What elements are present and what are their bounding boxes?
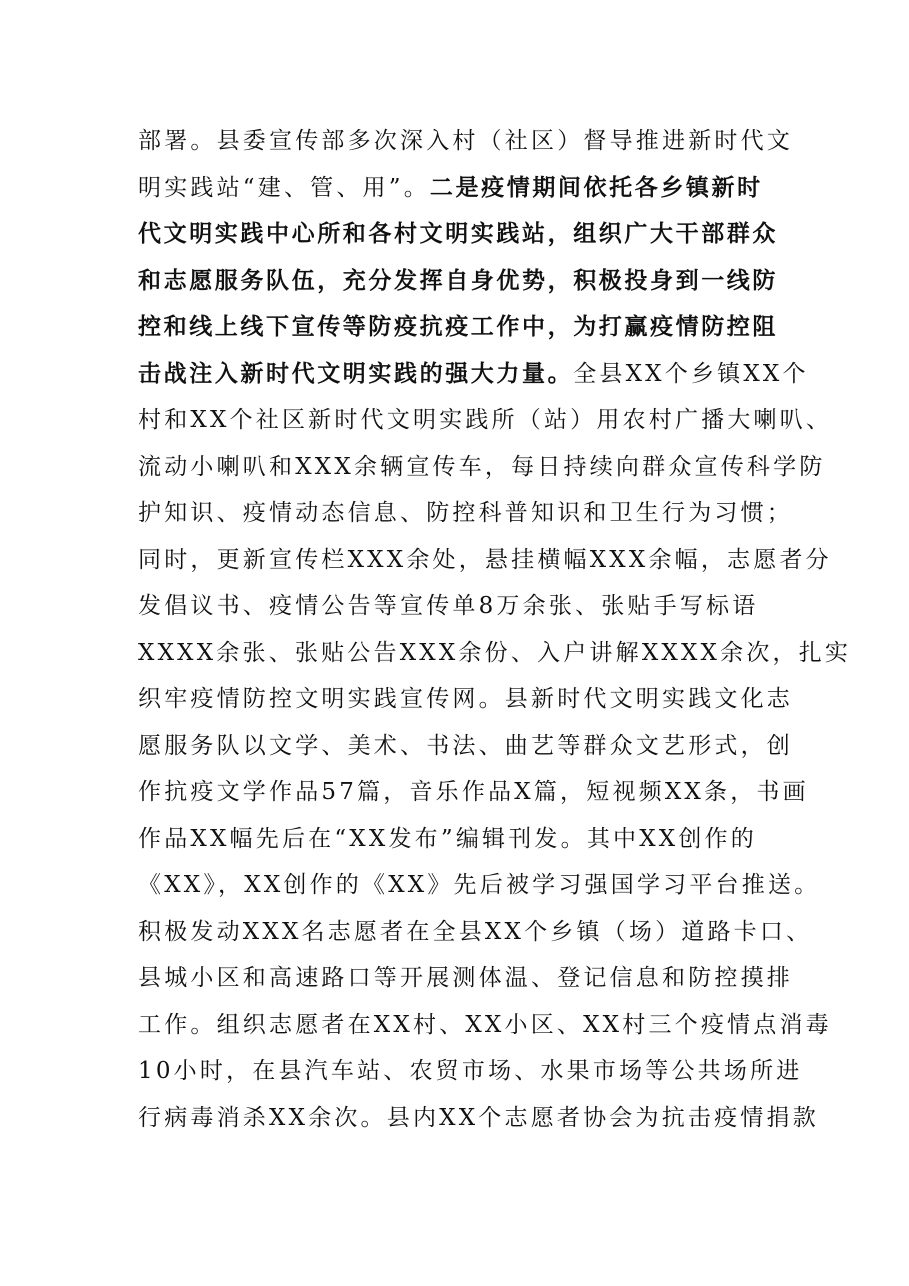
text-line [138, 909, 813, 956]
text-line [138, 444, 826, 491]
text-line [138, 304, 778, 351]
text-line [138, 1095, 819, 1142]
bold-text-run: 和志愿服务队伍，充分发挥自身优势，积极投身到一线防 [138, 266, 778, 294]
text-line [138, 630, 852, 677]
document-body [138, 118, 852, 1141]
text-line [138, 397, 833, 444]
text-line [138, 490, 793, 537]
text-run: 愿服务队以文学、美术、书法、曲艺等群众文艺形式，创 [138, 732, 793, 759]
text-line [138, 862, 821, 909]
text-line [138, 537, 832, 584]
text-line [138, 816, 778, 863]
text-line [138, 769, 809, 816]
text-run: 行病毒消杀XX余次。县内XX个志愿者协会为抗击疫情捐款 [138, 1104, 819, 1131]
text-run: 《XX》，XX创作的《XX》先后被学习强国学习平台推送。 [138, 872, 821, 898]
text-line [138, 1048, 803, 1095]
text-line [138, 583, 778, 630]
text-run: 部署。县委宣传部多次深入村（社区）督导推进新时代文 [138, 128, 793, 154]
text-run: 发倡议书、疫情公告等宣传单8万余张、张贴手写标语 [138, 593, 759, 619]
bold-text-run: 控和线上线下宣传等防疫抗疫工作中，为打赢疫情防控阻 [138, 313, 778, 340]
text-run: 积极发动XXX名志愿者在全县XX个乡镇（场）道路卡口、 [138, 918, 813, 945]
text-line [138, 723, 793, 770]
text-run: 流动小喇叭和XXX余辆宣传车，每日持续向群众宣传科学防 [138, 453, 826, 480]
text-line [138, 165, 778, 212]
text-run: 10小时，在县汽车站、农贸市场、水果市场等公共场所进 [138, 1058, 803, 1084]
text-run: 织牢疫情防控文明实践宣传网。县新时代文明实践文化志 [138, 686, 793, 712]
text-line [138, 351, 809, 398]
text-line [138, 676, 793, 723]
text-run: XXXX余张、张贴公告XXX余份、入户讲解XXXX余次，扎实 [138, 639, 852, 666]
text-line [138, 211, 778, 258]
text-run: 护知识、疫情动态信息、防控科普知识和卫生行为习惯； [138, 500, 793, 526]
text-run: 全县XX个乡镇XX个 [573, 360, 809, 387]
text-run: 村和XX个社区新时代文明实践所（站）用农村广播大喇叭、 [138, 407, 833, 433]
text-run: 作品XX幅先后在“XX发布”编辑刊发。其中XX创作的 [138, 825, 757, 852]
text-run: 明实践站“建、管、用”。 [138, 174, 430, 201]
text-run: 同时，更新宣传栏XXX余处，悬挂横幅XXX余幅，志愿者分 [138, 546, 832, 573]
bold-text-run: 击战注入新时代文明实践的强大力量。 [138, 359, 574, 387]
bold-text-run: 二是疫情期间依托各乡镇新时 [429, 173, 763, 201]
text-line [138, 258, 778, 305]
text-line [138, 118, 793, 165]
text-run: 作抗疫文学作品57篇，音乐作品X篇，短视频XX条，书画 [138, 779, 809, 805]
text-run: 工作。组织志愿者在XX村、XX小区、XX村三个疫情点消毒 [138, 1011, 832, 1038]
text-line [138, 1002, 832, 1049]
text-run: 县城小区和高速路口等开展测体温、登记信息和防控摸排 [138, 965, 793, 991]
bold-text-run: 代文明实践中心所和各村文明实践站，组织广大干部群众 [138, 220, 778, 247]
text-line [138, 955, 793, 1002]
